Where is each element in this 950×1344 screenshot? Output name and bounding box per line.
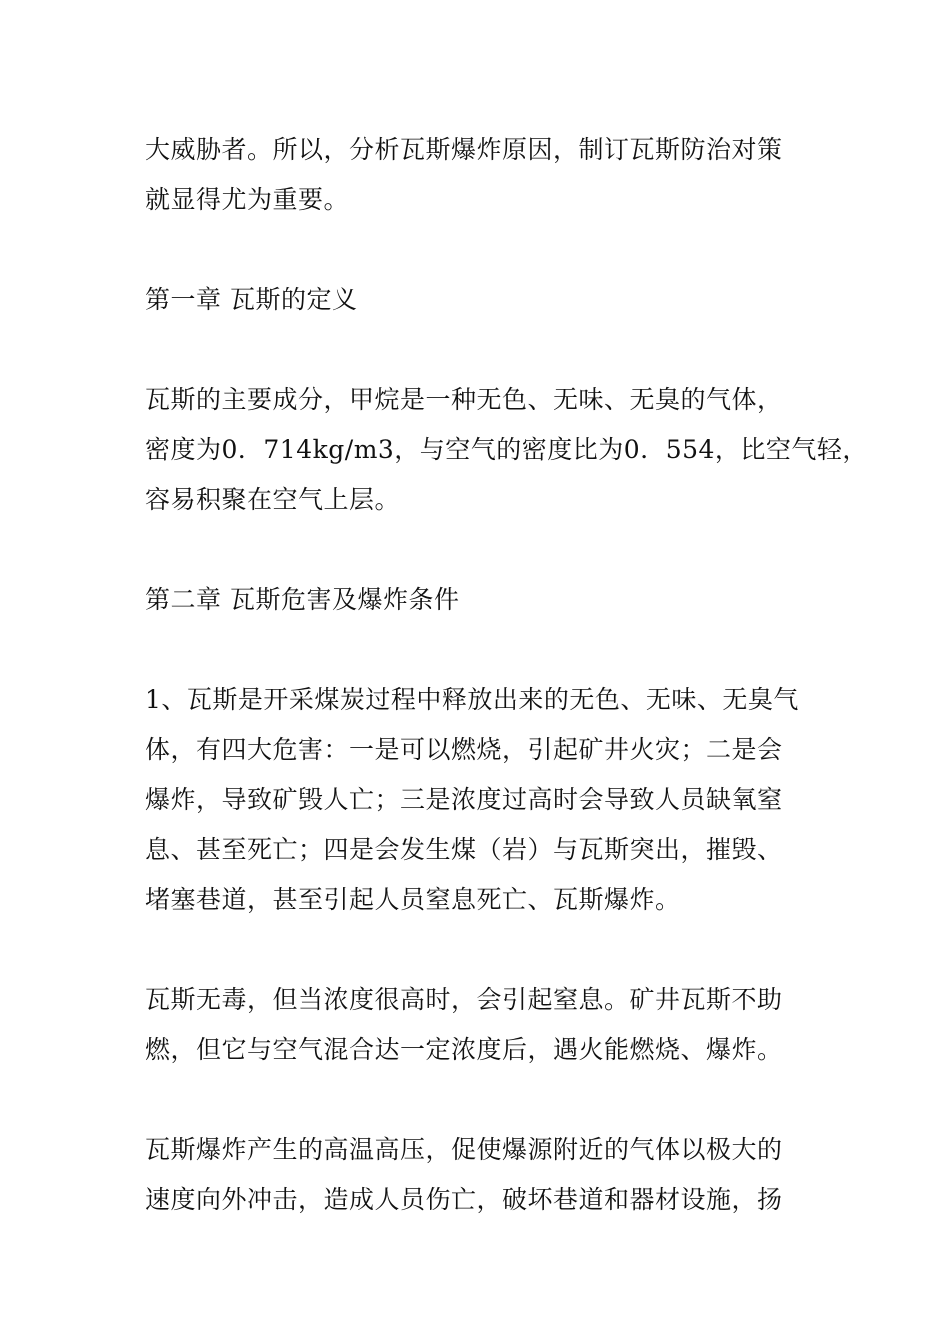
text-line: 1、瓦斯是开采煤炭过程中释放出来的无色、无味、无臭气 — [145, 685, 799, 714]
text-line: 瓦斯的主要成分，甲烷是一种无色、无味、无臭的气体， — [145, 385, 783, 414]
text-line: 体，有四大危害：一是可以燃烧，引起矿井火灾；二是会 — [145, 735, 783, 764]
text-line: 速度向外冲击，造成人员伤亡，破坏巷道和器材设施，扬 — [145, 1185, 783, 1214]
text-line: 燃，但它与空气混合达一定浓度后，遇火能燃烧、爆炸。 — [145, 1035, 783, 1064]
text-line: 密度为0．714kg/m3，与空气的密度比为0．554，比空气轻， — [145, 435, 868, 464]
text-line: 瓦斯无毒，但当浓度很高时，会引起窒息。矿井瓦斯不助 — [145, 985, 783, 1014]
text-line: 大威胁者。所以，分析瓦斯爆炸原因，制订瓦斯防治对策 — [145, 135, 783, 164]
text-line: 瓦斯爆炸产生的高温高压，促使爆源附近的气体以极大的 — [145, 1135, 783, 1164]
text-line: 容易积聚在空气上层。 — [145, 485, 401, 514]
text-line: 堵塞巷道，甚至引起人员窒息死亡、瓦斯爆炸。 — [145, 885, 681, 914]
chapter-heading: 第一章 瓦斯的定义 — [145, 285, 358, 314]
chapter-heading: 第二章 瓦斯危害及爆炸条件 — [145, 585, 460, 614]
text-line: 就显得尤为重要。 — [145, 185, 350, 214]
text-line: 息、甚至死亡；四是会发生煤（岩）与瓦斯突出，摧毁、 — [145, 835, 783, 864]
text-line: 爆炸，导致矿毁人亡；三是浓度过高时会导致人员缺氧窒 — [145, 785, 783, 814]
